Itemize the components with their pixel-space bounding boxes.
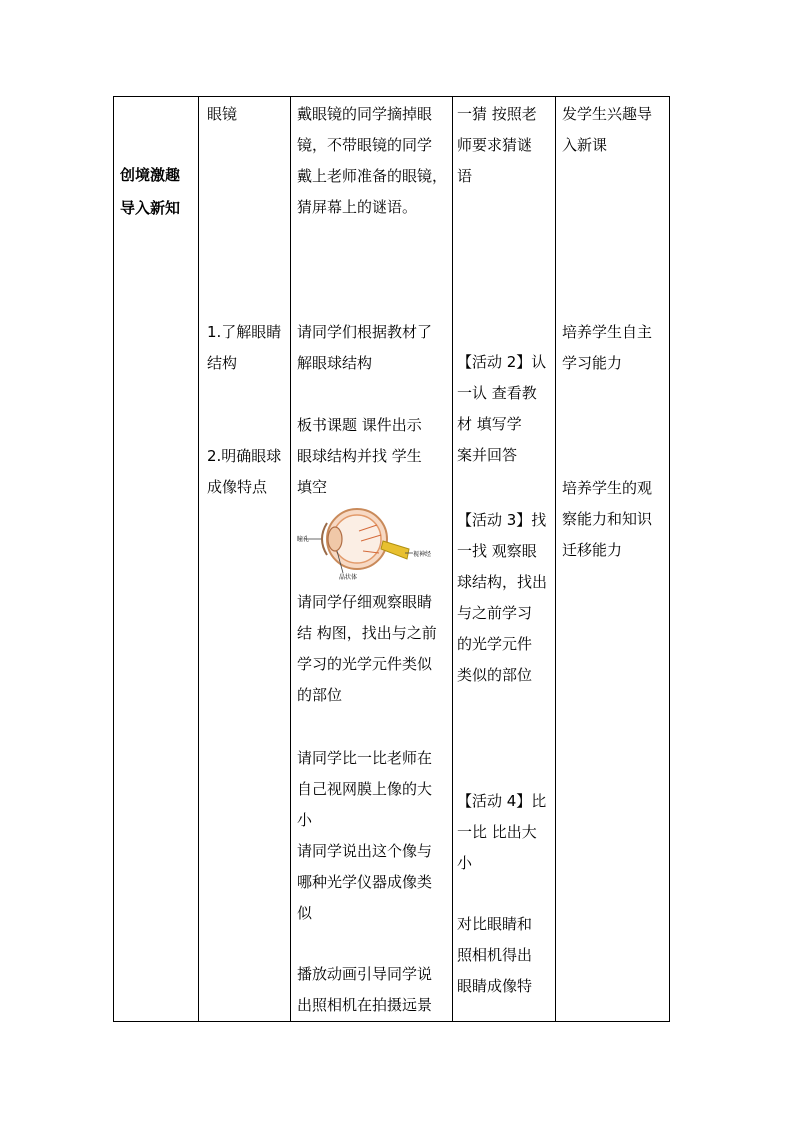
intent-i2: 培养学生自主 学习能力 — [562, 323, 653, 372]
content-imaging: 2.明确眼球 成像特点 — [207, 447, 282, 496]
lens-shape — [328, 527, 342, 551]
teacher-p1: 戴眼镜的同学摘掉眼 镜，不带眼镜的同学 戴上老师准备的眼镜， 猜屏幕上的谜语。 — [297, 105, 448, 216]
teacher-p5: 请同学比一比老师在 自己视网膜上像的大 小 — [297, 749, 433, 829]
teacher-p2: 请同学们根据教材了 解眼球结构 — [297, 323, 433, 372]
teacher-p4: 请同学仔细观察眼睛 结 构图，找出与之前 学习的光学元件类似 的部位 — [297, 593, 437, 704]
teacher-p7: 播放动画引导同学说 出照相机在拍摄远景 — [297, 965, 433, 1014]
lesson-table — [113, 96, 670, 1022]
student-s5: 对比眼睛和 照相机得出 眼睛成像特 — [457, 915, 533, 995]
student-s2: 【活动 2】认 一认 查看教 材 填写学 案并回答 — [457, 353, 547, 464]
student-cell — [453, 97, 555, 1021]
content-cell — [199, 97, 290, 1021]
content-understand-eye: 1.了解眼睛 结构 — [207, 323, 282, 372]
content-glasses: 眼镜 — [207, 105, 238, 123]
student-s3: 【活动 3】找 一找 观察眼 球结构，找出 与之前学习 的光学元件 类似的部位 — [457, 511, 548, 684]
pupil-label: 瞳孔 — [297, 536, 310, 543]
optic-nerve-label: 视神经 — [413, 551, 432, 558]
optic-nerve-shape — [381, 541, 409, 559]
student-s4: 【活动 4】比 一比 比出大 小 — [457, 792, 547, 872]
teacher-p6: 请同学说出这个像与 哪种光学仪器成像类 似 — [297, 842, 433, 922]
intent-i1: 发学生兴趣导 入新课 — [562, 105, 653, 154]
intent-cell — [556, 97, 669, 1021]
stage-cell — [114, 97, 198, 1021]
student-s1: 一猜 按照老 师要求猜谜 语 — [457, 105, 537, 185]
intent-i3: 培养学生的观 察能力和知识 迁移能力 — [562, 479, 653, 559]
teacher-cell — [291, 97, 452, 1021]
stage-label: 创境激趣 导入新知 — [120, 166, 181, 217]
eye-structure-figure — [297, 501, 445, 581]
teacher-p3: 板书课题 课件出示 眼球结构并找 学生 填空 — [297, 416, 422, 496]
lens-label: 晶状体 — [339, 574, 358, 581]
